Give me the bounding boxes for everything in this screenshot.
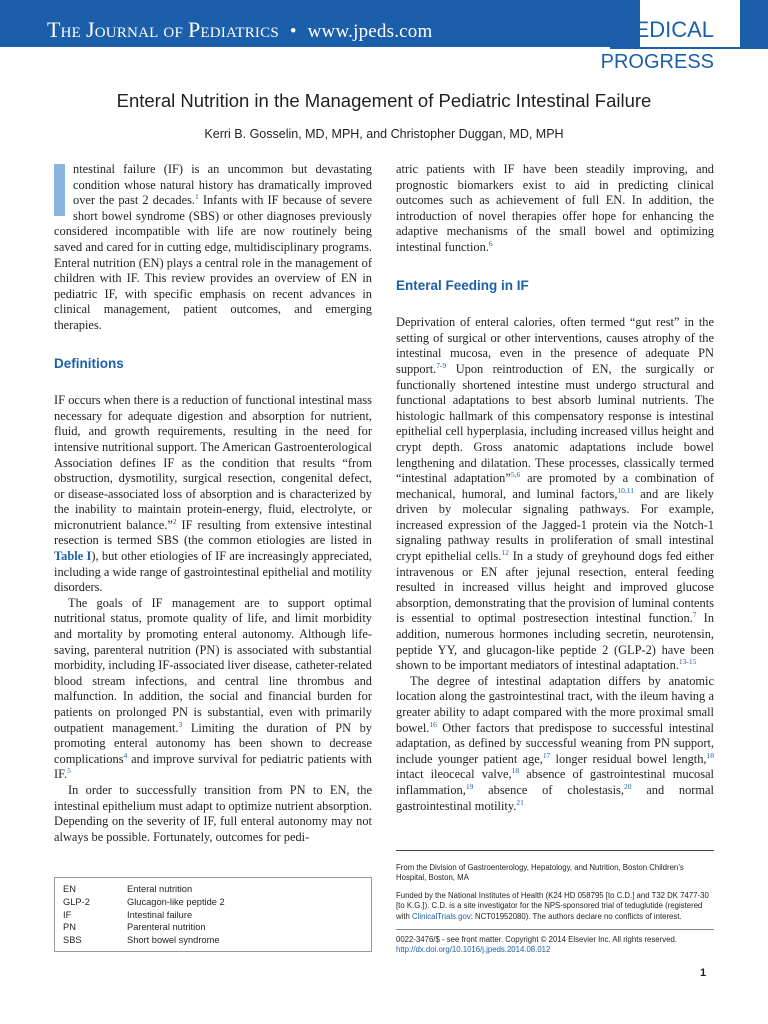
footnotes <box>396 850 714 956</box>
tag-accent-block <box>740 0 768 47</box>
enteral-feeding-paragraph: Deprivation of enteral calories, often termed “gut rest” in the setting of surgical or other interventions, causes atrophy of the intestinal mucosa, even in the presence of adequate PN support.$^{7-9}$ Upon reintroduction of EN, the surgically or functionally shortened intestine must undergo structural and functional adaptations to best absorb luminal nutrients. The histologic hallmark of this compensatory response is intestinal epithelial cell hyperplasia, including increased villus height and crypt depth. Gross anatomic adaptations include bowel lengthening and dilatation. These processes, classically termed “intestinal adaptation”$^{5,6}$ are promoted by a combination of mechanical, humoral, and luminal factors,$^{10,11}$ and are likely driven by molecular signaling pathways. For example, increased expression of the Jagged-1 protein via the Notch-1 signaling pathway results in proliferation of small intestinal crypt epithelial cells.$^{12}$ In a study of greyhound dogs fed either intravenous or EN after jejunal resection, enteral feeding resulted in increased villus height and improved glucose absorption, demonstrating that the provision of luminal contents is essential to optimal postresection intestinal function.$^7$ In addition, numerous hormones including secretin, neurotensin, peptide YY, and glucagon-like peptide 2 (GLP-2) have been shown to be important mediators of intestinal adaptation.$^{13-15}$ <box>396 315 715 673</box>
ref-link[interactable]: 6 <box>488 238 493 248</box>
ref-link[interactable]: 4 <box>123 750 128 760</box>
heading-enteral-feeding: Enteral Feeding in IF <box>396 277 529 293</box>
funding-note: Funded by the National Institutes of Health (K24 HD 058795 [to C.D.] and T32 DK 7477-30 [to K.G.]). C.D. is a site investigator for the NPS-sponsored trial of teduglutide (registered with ClinicalTrials.gov: NCT01952080). The authors declare no conflicts of interest. <box>396 890 709 921</box>
article-authors: Kerri B. Gosselin, MD, MPH, and Christopher Duggan, MD, MPH <box>204 127 564 141</box>
continuation-paragraph: atric patients with IF have been steadily improving, and prognostic biomarkers exist to aid in predicting clinical outcomes such as achievement of full EN. In addition, the introduction of novel therapies offer hope for enhancing the adaptive mechanisms of the small bowel and optimizing intestinal function.$^6$ <box>396 162 714 254</box>
ref-link[interactable]: 21 <box>516 797 524 807</box>
ref-link[interactable]: 20 <box>623 781 632 791</box>
page-number: 1 <box>700 967 707 979</box>
ref-link[interactable]: 3 <box>178 719 183 729</box>
ref-link[interactable]: 2 <box>172 516 177 526</box>
heading-definitions: Definitions <box>54 355 124 371</box>
abbreviation-row: IF Intestinal failure <box>63 909 193 920</box>
adaptation-degree-paragraph: The degree of intestinal adaptation differs by anatomic location along the gastrointestinal tract, with the ileum having a greater ability to adapt compared with the more proximal small bowel.$^{16}$ Other factors that predispose to successful intestinal adaptation, as defined by successful weaning from PN support, include younger patient age,$^{17}$ longer residual bowel length,$^{18}$ intact ileocecal valve,$^{18}$ absence of gastrointestinal mucosal inflammation,$^{19}$ absence of cholestasis,$^{20}$ and normal gastrointestinal motility.$^{21}$ <box>396 673 715 813</box>
doi-link[interactable]: http://dx.doi.org/10.1016/j.jpeds.2014.08.012 <box>396 945 551 955</box>
ref-link[interactable]: 7-9 <box>436 360 447 370</box>
ref-link[interactable]: 1 <box>195 192 199 202</box>
ref-link[interactable]: 10,11 <box>617 485 635 495</box>
article-title: Enteral Nutrition in the Management of Pediatric Intestinal Failure <box>116 90 652 111</box>
ref-link[interactable]: 7 <box>692 610 697 620</box>
journal-word-pediatrics: Pediatrics <box>187 17 279 42</box>
drop-cap-bar <box>54 164 65 216</box>
ref-link[interactable]: 16 <box>429 719 437 729</box>
banner-bullet: • <box>289 21 297 42</box>
left-column <box>54 162 372 845</box>
definitions-paragraph: IF occurs when there is a reduction of functional intestinal mass necessary for adequate digestion and absorption for nutrient, fluid, and growth requirements, resulting in the need for intensive nutritional support. The American Gastroenterological Association defines IF as the condition that results “from obstruction, dysmotility, surgical resection, congenital defect, or disease-associated loss of absorption and is characterized by the inability to maintain protein-energy, fluid, electrolyte, or micronutrient balance.”$^2$ IF resulting from extensive intestinal resection is termed SBS (the common etiologies are listed in Table I), but other etiologies of IF are increasingly appreciated, including a wide range of gastrointestinal epithelial and motility disorders. <box>54 393 373 595</box>
footnote-divider <box>396 929 714 930</box>
ref-link[interactable]: 5,6 <box>510 469 521 479</box>
ref-link[interactable]: 12 <box>501 547 509 557</box>
ref-link[interactable]: 19 <box>465 781 474 791</box>
ref-link[interactable]: 5 <box>67 766 71 776</box>
ref-link[interactable]: 13-15 <box>678 657 697 667</box>
article-type-medical: MEDICAL <box>616 17 714 42</box>
abbreviation-row: EN Enteral nutrition <box>63 884 193 894</box>
journal-name <box>47 17 432 43</box>
copyright-note: 0022-3476/$ - see front matter. Copyright © 2014 Elsevier Inc. All rights reserved. <box>396 935 677 945</box>
ref-link[interactable]: 18 <box>511 766 520 776</box>
article-type-progress: PROGRESS <box>600 51 714 73</box>
intro-paragraph: ntestinal failure (IF) is an uncommon but devastating condition whose natural history has dramatically improved over the past 2 decades.$^1$ Infants with IF because of severe short bowel syndrome (SBS) or other diagnoses previously considered incompatible with life are now routinely being saved and cared for in cutting edge, multidisciplinary programs. Enteral nutrition (EN) plays a central role in the management of children with IF. This review provides an overview of EN in pediatric IF, with specific emphasis on recent advances in clinical management, patient outcomes, and emerging therapies. <box>54 162 372 332</box>
abbreviation-row: SBS Short bowel syndrome <box>63 935 220 946</box>
clinicaltrials-link[interactable]: ClinicalTrials.gov <box>412 911 471 921</box>
abbreviation-row: PN Parenteral nutrition <box>63 922 206 933</box>
journal-word-of: of <box>163 17 183 42</box>
table-i-link[interactable]: Table I <box>54 549 92 564</box>
journal-url[interactable]: www.jpeds.com <box>307 21 433 42</box>
affiliation-note: From the Division of Gastroenterology, Hepatology, and Nutrition, Boston Children’s Hospital, Boston, MA <box>396 863 684 883</box>
journal-word-the: The <box>47 17 82 42</box>
goals-paragraph: The goals of IF management are to support optimal nutritional status, promote quality of life, and limit morbidity and mortality by promoting enteral autonomy. Although life-saving, parenteral nutrition (PN) is associated with substantial morbidity, including IF-associated liver disease, catheter-related blood stream infections, and central line thrombus and malfunction. In addition, the social and financial burden for patients on prolonged PN is substantial, even with primarily outpatient management.$^3$ Limiting the duration of PN by promoting enteral autonomy has been shown to decrease complications$^4$ and improve survival for pediatric patients with IF.$^5$ <box>54 595 372 782</box>
abbreviation-row: GLP-2 Glucagon-like peptide 2 <box>63 896 225 907</box>
journal-word-journal: Journal <box>86 17 159 42</box>
journal-banner <box>0 0 640 47</box>
ref-link[interactable]: 18 <box>706 750 715 760</box>
ref-link[interactable]: 17 <box>542 750 551 760</box>
abbreviations-box <box>54 877 372 952</box>
right-column <box>396 162 714 814</box>
transition-paragraph: In order to successfully transition from PN to EN, the intestinal epithelium must adapt to optimize nutrient absorption. Depending on the severity of IF, full enteral autonomy may not always be possible. Fortunately, outcomes for pedi- <box>54 782 372 844</box>
tag-divider <box>610 47 768 49</box>
